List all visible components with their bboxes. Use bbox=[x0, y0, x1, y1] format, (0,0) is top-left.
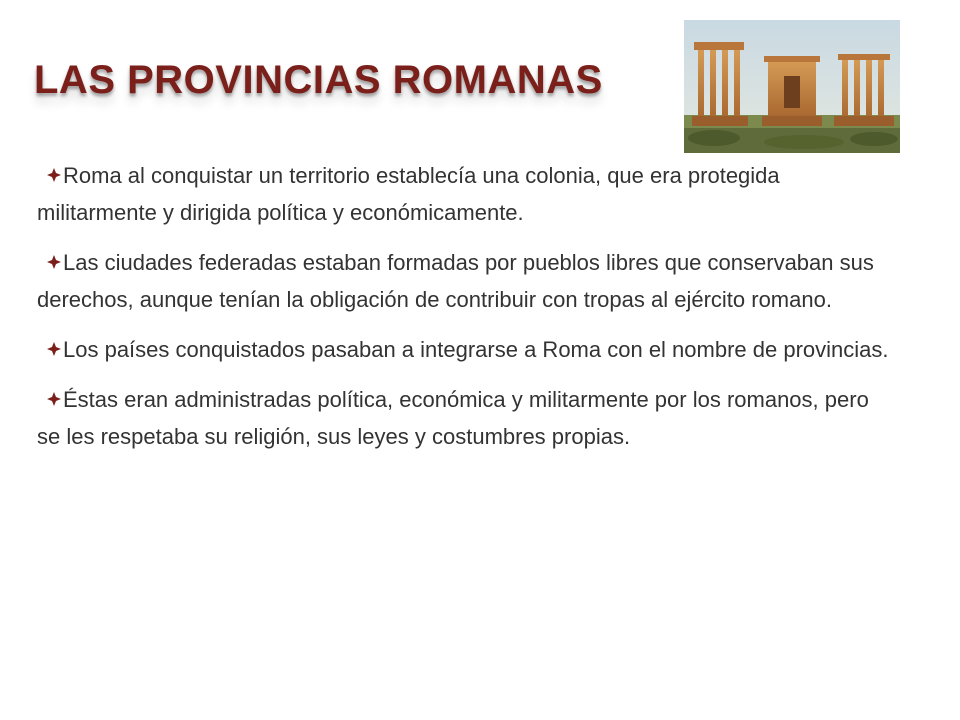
list-item bbox=[37, 157, 897, 231]
list-item-text: Las ciudades federadas estaban formadas por pueblos libres que conservaban sus derechos, aunque tenían la obligación de contribuir con tropas al ejército romano. bbox=[37, 250, 874, 312]
diamond-bullet-icon bbox=[47, 255, 61, 269]
list-item-text: Éstas eran administradas política, económica y militarmente por los romanos, pero se les respetaba su religión, sus leyes y costumbres propias. bbox=[37, 387, 869, 449]
diamond-bullet-icon bbox=[47, 342, 61, 356]
list-item bbox=[37, 331, 897, 368]
bullet-list bbox=[37, 157, 897, 468]
list-item-text: Los países conquistados pasaban a integrarse a Roma con el nombre de provincias. bbox=[63, 337, 889, 362]
diamond-bullet-icon bbox=[47, 392, 61, 406]
roman-ruins-photo bbox=[684, 20, 900, 153]
list-item bbox=[37, 381, 897, 455]
slide-title: LAS PROVINCIAS ROMANAS bbox=[34, 58, 603, 102]
list-item bbox=[37, 244, 897, 318]
list-item-text: Roma al conquistar un territorio establecía una colonia, que era protegida militarmente y dirigida política y económicamente. bbox=[37, 163, 780, 225]
diamond-bullet-icon bbox=[47, 168, 61, 182]
